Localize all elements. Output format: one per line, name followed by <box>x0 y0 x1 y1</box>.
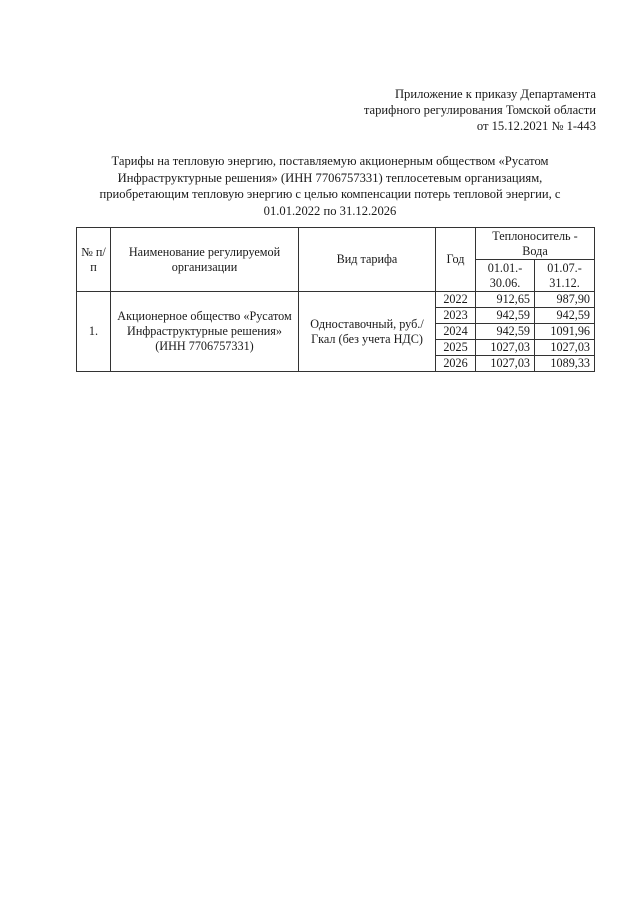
document-title <box>76 153 584 219</box>
cell-year: 2026 <box>436 356 476 372</box>
cell-tariff: Одноставочный, руб./Гкал (без учета НДС) <box>299 292 436 372</box>
header-period-second-half: 01.07.- 31.12. <box>535 260 595 292</box>
cell-tariff-h2: 987,90 <box>535 292 595 308</box>
appendix-line: Приложение к приказу Департамента <box>394 87 596 101</box>
cell-tariff-h1: 1027,03 <box>476 356 535 372</box>
title-line: Инфраструктурные решения» (ИНН 7706757331) теплосетевым организациям, <box>117 170 543 185</box>
cell-year: 2023 <box>436 308 476 324</box>
appendix-line: от 15.12.2021 № 1-443 <box>476 119 596 133</box>
cell-tariff-h2: 1091,96 <box>535 324 595 340</box>
cell-tariff-h2: 942,59 <box>535 308 595 324</box>
header-period-first-half: 01.01.- 30.06. <box>476 260 535 292</box>
header-year: Год <box>436 228 476 292</box>
header-tariff: Вид тарифа <box>299 228 436 292</box>
cell-org: Акционерное общество «Русатом Инфраструктурные решения» (ИНН 7706757331) <box>111 292 299 372</box>
cell-tariff-h1: 942,59 <box>476 324 535 340</box>
cell-tariff-h2: 1089,33 <box>535 356 595 372</box>
cell-tariff-h1: 912,65 <box>476 292 535 308</box>
cell-tariff-h1: 1027,03 <box>476 340 535 356</box>
title-line: 01.01.2022 по 31.12.2026 <box>263 203 397 218</box>
header-carrier: Теплоноситель - Вода <box>476 228 595 260</box>
table-row <box>77 292 595 308</box>
header-num: № п/п <box>77 228 111 292</box>
cell-year: 2024 <box>436 324 476 340</box>
cell-tariff-h1: 942,59 <box>476 308 535 324</box>
title-line: Тарифы на тепловую энергию, поставляемую акционерным обществом «Русатом <box>111 154 549 168</box>
cell-tariff-h2: 1027,03 <box>535 340 595 356</box>
appendix-note <box>364 86 596 134</box>
cell-year: 2022 <box>436 292 476 308</box>
title-line: приобретающим тепловую энергию с целью компенсации потерь тепловой энергии, с <box>99 187 561 201</box>
table-header-row <box>77 228 595 260</box>
tariff-table <box>76 227 595 372</box>
cell-num: 1. <box>77 292 111 372</box>
cell-year: 2025 <box>436 340 476 356</box>
appendix-line: тарифного регулирования Томской области <box>363 103 596 117</box>
header-org: Наименование регулируемой организации <box>111 228 299 292</box>
